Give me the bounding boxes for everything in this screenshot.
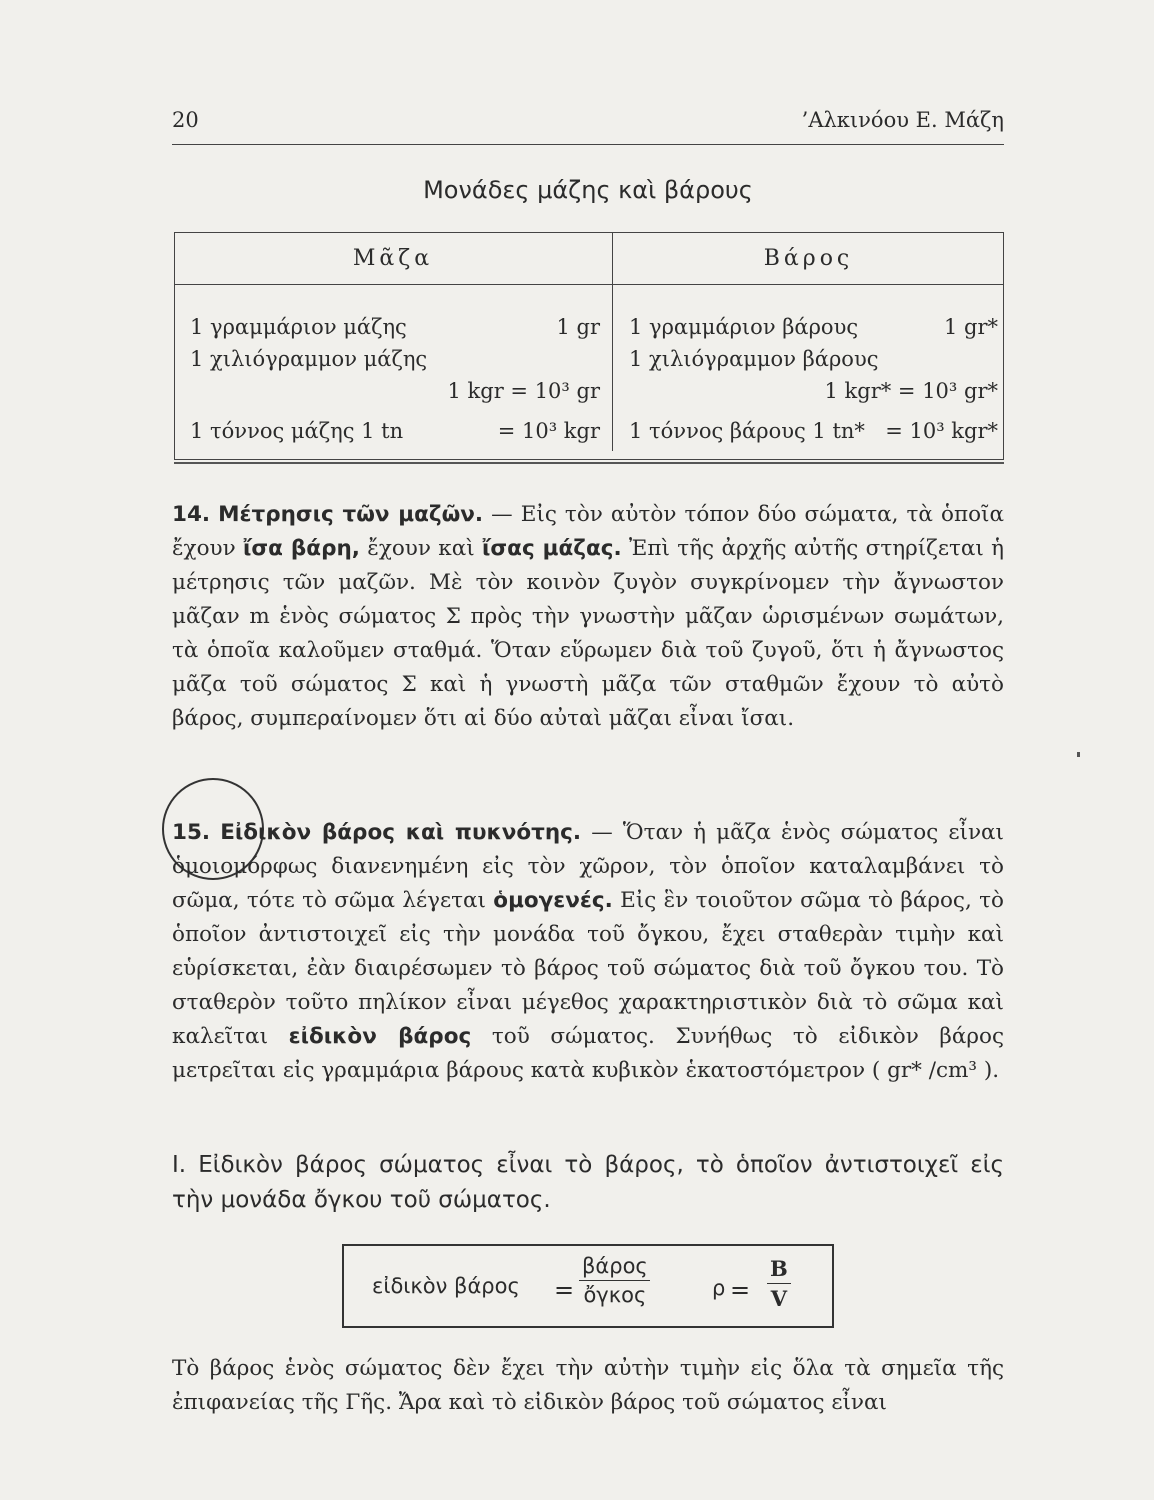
paragraph-text: Εἰς τὸν αὐτὸν τόπον δύο σώματα, τὰ ὁποῖα ἔχουν [172,502,1004,561]
mass-cell [174,403,613,451]
mass-unit-name: 1 γραμμάριον μάζης [190,315,407,339]
weight-cell [613,339,1005,371]
mass-column-header: Μᾶζα [174,232,613,285]
section-dash: — [491,502,513,527]
weight-unit-value: 1 kgr* = 10³ gr* [824,379,998,403]
mass-unit-value: = 10³ kgr [497,419,600,443]
weight-unit-value: 1 gr* [943,315,998,339]
specific-weight-formula-box [342,1244,834,1328]
mass-unit-value: 1 gr [556,315,600,339]
table-header-row [174,232,1004,285]
weight-column-header: Βάρος [613,232,1005,285]
rho-symbol: ρ [712,1276,726,1300]
closing-paragraph: Τὸ βάρος ἑνὸς σώματος δὲν ἔχει τὴν αὐτὴν τιμὴν εἰς ὅλα τὰ σημεῖα τῆς ἐπιφανείας τῆς Γῆς. Ἄρα καὶ τὸ εἰδικὸν βάρος τοῦ σώματος εἶναι [172,1356,1004,1415]
emphasis-text: ἴσα βάρη, [243,536,360,561]
equals-sign: = [554,1276,575,1304]
paragraph-text: ἔχουν καὶ [367,536,475,561]
weight-cell [613,403,1005,451]
table-row [174,371,1004,403]
equals-sign: = [730,1276,751,1304]
weight-cell [613,285,1005,340]
page-number: 20 [172,108,199,132]
table-row [174,339,1004,371]
emphasis-text: εἰδικὸν βάρος [288,1024,472,1049]
fraction-numerator: B [770,1256,788,1281]
section-number: 14. [172,502,211,527]
fraction-words [578,1254,652,1307]
weight-cell [613,371,1005,403]
paragraph-text: Εἰς ἓν τοιοῦτον σῶμα τὸ βάρος, τὸ ὁποῖον ἀντιστοιχεῖ εἰς τὴν μονάδα τοῦ ὄγκου, ἔχει σταθερὰν τιμὴν καὶ εὑρίσκεται, ἐὰν διαιρέσωμεν τὸ βάρος τοῦ σώματος διὰ τοῦ ὄγκου του. Τὸ σταθερὸν τοῦτο πηλίκον εἶναι μέγεθος χαρακτηριστικὸν διὰ τὸ σῶμα καὶ καλεῖται [172,888,1004,1049]
fraction-denominator: ὄγκος [579,1280,650,1307]
fraction-numerator: βάρος [582,1254,648,1278]
ink-speck [1077,752,1080,757]
table-row [174,403,1004,451]
mass-unit-value: 1 kgr = 10³ gr [447,379,600,403]
section-14-paragraph [172,498,1004,736]
mass-cell [174,285,613,340]
definition-paragraph: Ι. Εἰδικὸν βάρος σώματος εἶναι τὸ βάρος, τὸ ὁποῖον ἀντιστοιχεῖ εἰς τὴν μονάδα ὄγκου τοῦ σώματος. [172,1152,1004,1213]
section-number: 15. [172,820,211,845]
emphasis-text: ἴσας μάζας. [482,536,622,561]
fraction-denominator: V [767,1283,791,1311]
table-bottom-rule [174,462,1004,464]
running-author: ’Αλκινόου Ε. Μάζη [801,108,1004,132]
section-title: Εἰδικὸν βάρος καὶ πυκνότης. [220,820,582,845]
units-table [174,232,1004,451]
mass-unit-name: 1 τόννος μάζης 1 tn [190,419,404,443]
header-rule [172,144,1004,145]
fraction-symbols [766,1256,792,1311]
running-header [172,108,1004,144]
weight-unit-name: 1 γραμμάριον βάρους [629,315,859,339]
mass-cell [174,339,613,371]
formula-lhs: εἰδικὸν βάρος [372,1274,520,1298]
table-caption: Μονάδες μάζης καὶ βάρους [423,176,753,204]
section-title: Μέτρησις τῶν μαζῶν. [218,502,484,527]
mass-cell [174,371,613,403]
emphasis-text: ὁμογενές. [493,888,613,913]
weight-unit-value: = 10³ kgr* [885,419,998,443]
paragraph-text: Ἐπὶ τῆς ἀρχῆς αὐτῆς στηρίζεται ἡ μέτρησις τῶν μαζῶν. Μὲ τὸν κοινὸν ζυγὸν συγκρίνομεν τὴν ἄγνωστον μᾶζαν m ἑνὸς σώματος Σ πρὸς τὴν γνωστὴν μᾶζαν ὡρισμένων σωμάτων, τὰ ὁποῖα καλοῦμεν σταθμά. Ὅταν εὕρωμεν διὰ τοῦ ζυγοῦ, ὅτι ἡ ἄγνωστος μᾶζα τοῦ σώματος Σ καὶ ἡ γνωστὴ μᾶζα τῶν σταθμῶν ἔχουν τὸ αὐτὸ βάρος, συμπεραίνομεν ὅτι αἱ δύο αὐταὶ μᾶζαι εἶναι ἴσαι. [172,536,1005,731]
mass-unit-name: 1 χιλιόγραμμον μάζης [190,347,428,371]
table-row [174,285,1004,340]
section-dash: — [591,820,613,845]
section-15-paragraph [172,816,1004,1088]
weight-unit-name: 1 χιλιόγραμμον βάρους [629,347,879,371]
paragraph-text: τοῦ σώματος. Συνήθως τὸ εἰδικὸν βάρος μετρεῖται εἰς γραμμάρια βάρους κατὰ κυβικὸν ἑκατοστόμετρον ( gr* /cm³ ). [172,1024,1004,1083]
weight-unit-name: 1 τόννος βάρους 1 tn* [629,419,865,443]
paragraph-text: Ὅταν ἡ μᾶζα ἑνὸς σώματος εἶναι ὁμοιομόρφως διανενημένη εἰς τὸν χῶρον, τὸν ὁποῖον καταλαμβάνει τὸ σῶμα, τότε τὸ σῶμα λέγεται [172,820,1004,913]
